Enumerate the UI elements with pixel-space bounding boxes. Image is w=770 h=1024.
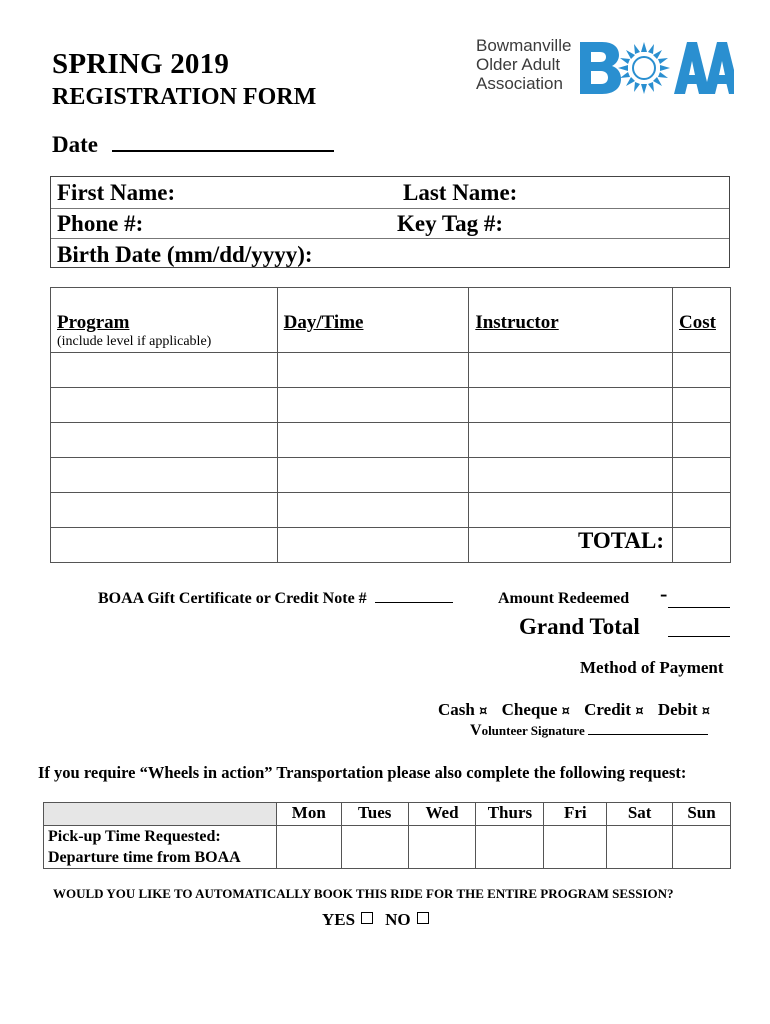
instructor-header-cell bbox=[469, 288, 673, 353]
program-header-note: (include level if applicable) bbox=[57, 334, 212, 349]
day-time-cell[interactable] bbox=[277, 388, 469, 423]
logo-text bbox=[476, 36, 571, 93]
program-cell[interactable] bbox=[51, 423, 278, 458]
phone-label[interactable]: Phone #: bbox=[57, 211, 144, 236]
birth-date-label[interactable]: Birth Date (mm/dd/yyyy): bbox=[57, 242, 313, 267]
info-row-names bbox=[51, 177, 729, 209]
no-checkbox[interactable] bbox=[417, 912, 429, 924]
transport-intro: If you require “Wheels in action” Transportation please also complete the following request: bbox=[38, 763, 687, 782]
form-title: SPRING 2019 bbox=[52, 48, 230, 80]
date-field bbox=[52, 130, 334, 158]
payment-option-cash[interactable] bbox=[438, 700, 487, 719]
cost-cell[interactable] bbox=[673, 353, 731, 388]
pickup-time-label: Pick-up Time Requested: bbox=[48, 828, 221, 845]
day-time-cell[interactable] bbox=[277, 493, 469, 528]
transport-header-row bbox=[44, 803, 731, 826]
instructor-cell[interactable] bbox=[469, 493, 673, 528]
total-cost-cell[interactable] bbox=[673, 528, 731, 563]
amount-redeemed-label: Amount Redeemed bbox=[498, 590, 630, 607]
credit-label: Credit bbox=[584, 700, 632, 719]
table-row bbox=[51, 458, 731, 493]
sun-time-cell[interactable] bbox=[673, 826, 731, 869]
volunteer-signature-field bbox=[470, 722, 708, 740]
table-row bbox=[51, 388, 731, 423]
checkbox-icon[interactable]: ¤ bbox=[479, 704, 488, 719]
gift-certificate-input-line[interactable] bbox=[375, 590, 453, 603]
date-label: Date bbox=[52, 132, 98, 157]
instructor-cell[interactable] bbox=[469, 423, 673, 458]
day-time-header-cell bbox=[277, 288, 469, 353]
cost-header-cell bbox=[673, 288, 731, 353]
sat-time-cell[interactable] bbox=[607, 826, 673, 869]
volunteer-initial: V bbox=[470, 722, 482, 739]
cash-label: Cash bbox=[438, 700, 475, 719]
transport-table bbox=[43, 802, 731, 869]
logo-line-1: Bowmanville bbox=[476, 36, 572, 55]
day-time-cell[interactable] bbox=[277, 353, 469, 388]
checkbox-icon[interactable]: ¤ bbox=[701, 704, 711, 719]
payment-option-debit[interactable] bbox=[658, 700, 710, 719]
day-time-header: Day/Time bbox=[283, 312, 364, 333]
cost-cell[interactable] bbox=[673, 423, 731, 458]
tues-time-cell[interactable] bbox=[341, 826, 408, 869]
no-label: NO bbox=[385, 910, 411, 929]
total-label: TOTAL: bbox=[469, 528, 673, 563]
departure-time-label: Departure time from BOAA bbox=[48, 849, 241, 866]
amount-dash: - bbox=[660, 581, 668, 606]
fri-time-cell[interactable] bbox=[544, 826, 607, 869]
day-time-cell[interactable] bbox=[277, 423, 469, 458]
transport-corner-cell bbox=[44, 803, 277, 826]
day-sat: Sat bbox=[607, 803, 673, 826]
cost-cell[interactable] bbox=[673, 458, 731, 493]
cost-cell[interactable] bbox=[673, 388, 731, 423]
program-cell[interactable] bbox=[51, 458, 278, 493]
program-cell[interactable] bbox=[51, 353, 278, 388]
total-blank-cell bbox=[51, 528, 278, 563]
auto-book-options bbox=[322, 910, 441, 930]
table-row bbox=[51, 423, 731, 458]
logo-line-2: Older Adult bbox=[476, 55, 561, 74]
info-row-birthdate bbox=[51, 238, 729, 270]
mon-time-cell[interactable] bbox=[276, 826, 341, 869]
cost-header: Cost bbox=[679, 312, 716, 333]
method-of-payment-label: Method of Payment bbox=[580, 658, 724, 677]
info-row-phone bbox=[51, 208, 729, 239]
day-sun: Sun bbox=[673, 803, 731, 826]
wed-time-cell[interactable] bbox=[408, 826, 476, 869]
last-name-label[interactable]: Last Name: bbox=[403, 180, 518, 205]
yes-checkbox[interactable] bbox=[361, 912, 373, 924]
thurs-time-cell[interactable] bbox=[476, 826, 544, 869]
day-thurs: Thurs bbox=[476, 803, 544, 826]
payment-option-cheque[interactable] bbox=[502, 700, 570, 719]
boaa-logo bbox=[574, 38, 734, 98]
day-time-cell[interactable] bbox=[277, 458, 469, 493]
table-row bbox=[51, 353, 731, 388]
day-tues: Tues bbox=[341, 803, 408, 826]
grand-total-label: Grand Total bbox=[519, 614, 640, 639]
program-header-cell bbox=[51, 288, 278, 353]
instructor-cell[interactable] bbox=[469, 388, 673, 423]
transport-row-labels bbox=[44, 826, 277, 869]
logo-line-3: Association bbox=[476, 74, 563, 93]
day-fri: Fri bbox=[544, 803, 607, 826]
program-header: Program bbox=[57, 312, 130, 333]
cost-cell[interactable] bbox=[673, 493, 731, 528]
transport-times-row bbox=[44, 826, 731, 869]
cheque-label: Cheque bbox=[501, 700, 558, 719]
grand-total-input-line[interactable] bbox=[668, 636, 730, 637]
total-row bbox=[51, 528, 731, 563]
program-table bbox=[50, 287, 731, 563]
debit-label: Debit bbox=[657, 700, 698, 719]
checkbox-icon[interactable]: ¤ bbox=[561, 704, 570, 719]
amount-redeemed-input-line[interactable] bbox=[668, 607, 730, 608]
day-wed: Wed bbox=[408, 803, 476, 826]
checkbox-icon[interactable]: ¤ bbox=[635, 704, 644, 719]
payment-options bbox=[438, 700, 710, 720]
key-tag-label[interactable]: Key Tag #: bbox=[397, 211, 504, 236]
date-input-line[interactable] bbox=[112, 130, 334, 152]
instructor-cell[interactable] bbox=[469, 353, 673, 388]
first-name-label[interactable]: First Name: bbox=[57, 180, 176, 205]
program-table-header bbox=[51, 288, 731, 353]
volunteer-signature-label: olunteer Signature bbox=[481, 723, 585, 738]
volunteer-signature-line[interactable] bbox=[588, 725, 708, 735]
day-mon: Mon bbox=[276, 803, 341, 826]
auto-book-question: WOULD YOU LIKE TO AUTOMATICALLY BOOK THIS RIDE FOR THE ENTIRE PROGRAM SESSION? bbox=[53, 886, 674, 901]
form-subtitle: REGISTRATION FORM bbox=[52, 84, 317, 110]
payment-option-credit[interactable] bbox=[584, 700, 643, 719]
total-blank-cell bbox=[277, 528, 469, 563]
personal-info-box bbox=[50, 176, 730, 268]
instructor-header: Instructor bbox=[475, 312, 559, 333]
gift-certificate-field bbox=[98, 590, 453, 608]
yes-label: YES bbox=[322, 910, 356, 929]
table-row bbox=[51, 493, 731, 528]
program-cell[interactable] bbox=[51, 493, 278, 528]
program-cell[interactable] bbox=[51, 388, 278, 423]
gift-certificate-label: BOAA Gift Certificate or Credit Note # bbox=[98, 590, 367, 607]
instructor-cell[interactable] bbox=[469, 458, 673, 493]
